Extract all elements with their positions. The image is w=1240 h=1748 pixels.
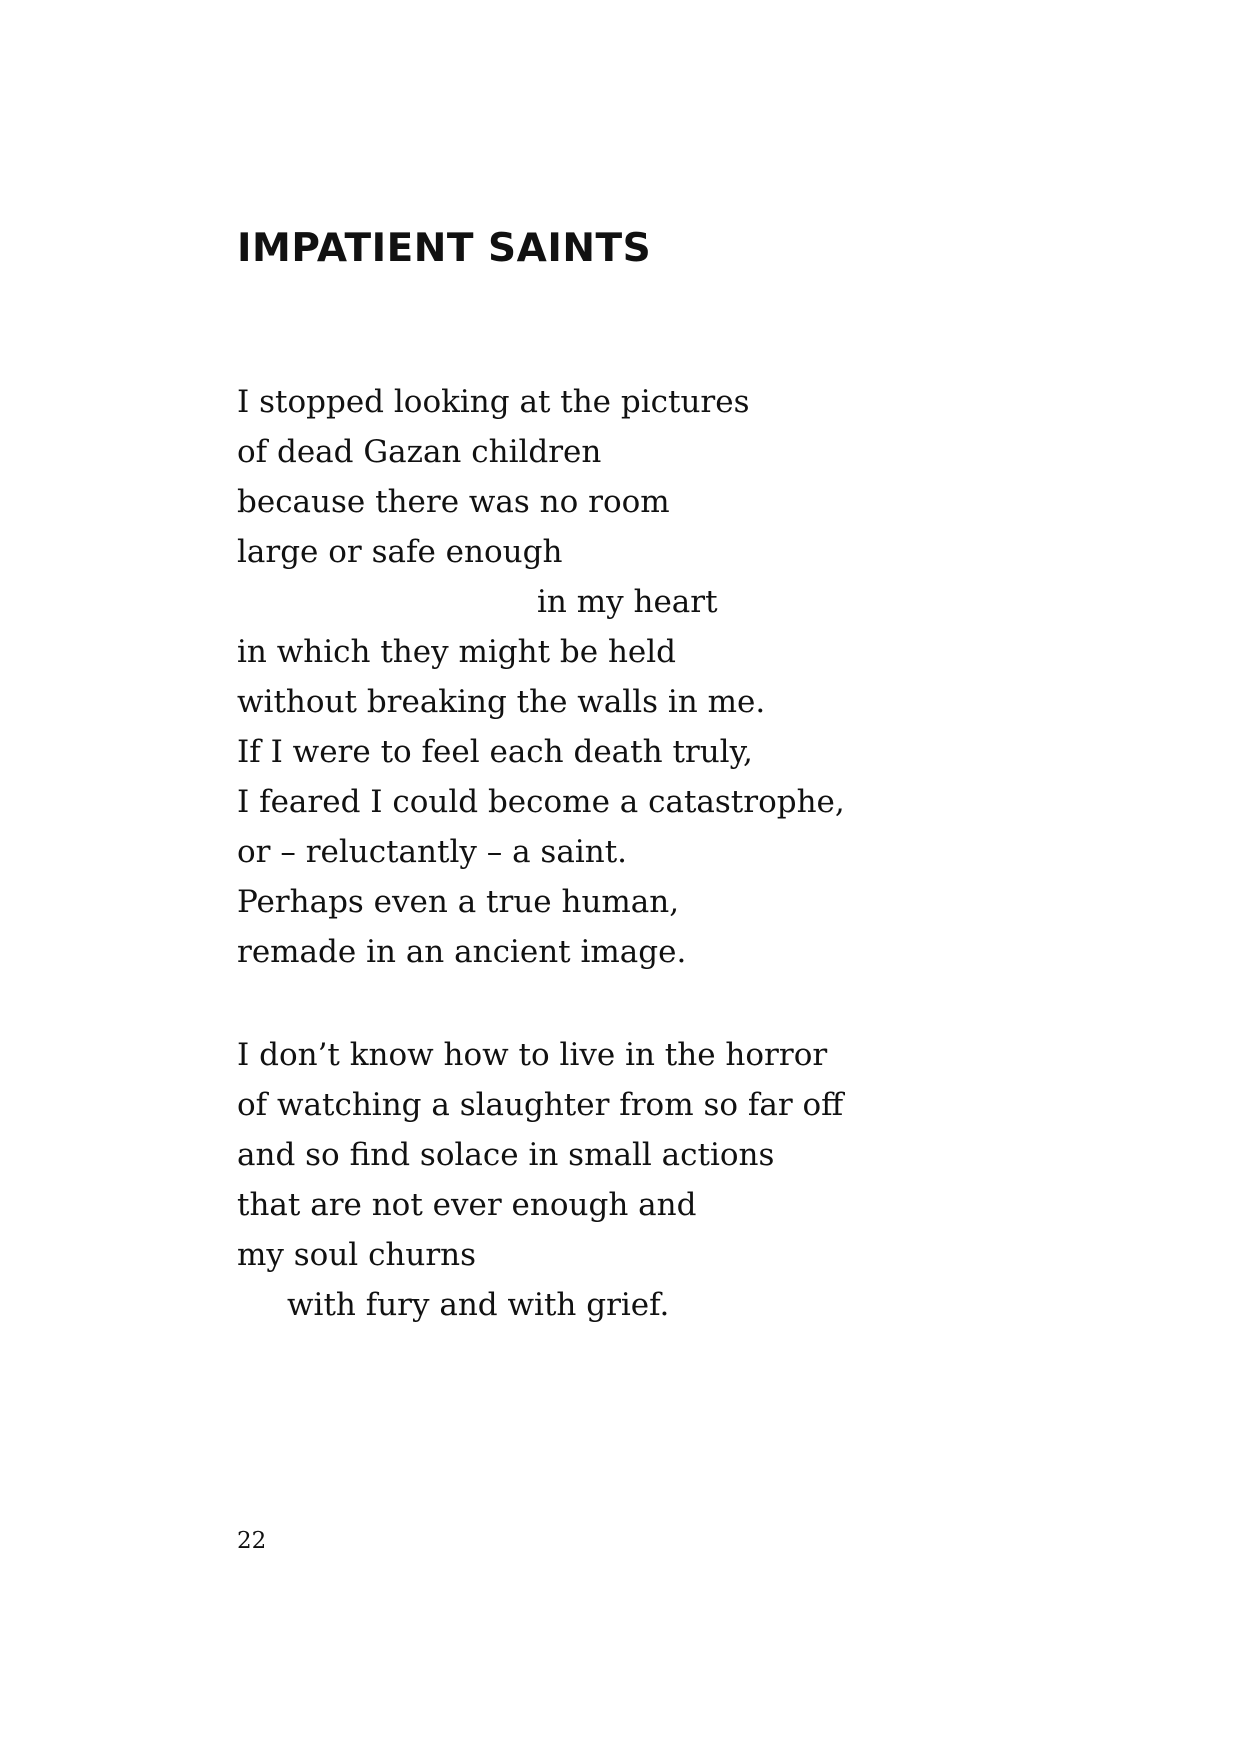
poem-line: If I were to feel each death truly, [237, 734, 753, 770]
poem-line: large or safe enough [237, 534, 563, 570]
poem-line: or – reluctantly – a saint. [237, 834, 628, 870]
poem-line: that are not ever enough and [237, 1187, 697, 1223]
poem-line: I don’t know how to live in the horror [237, 1037, 828, 1073]
poem-line: in which they might be held [237, 634, 677, 670]
poem-line: I feared I could become a catastrophe, [237, 784, 845, 820]
poem-line: my soul churns [237, 1237, 477, 1273]
poem-line-indented: with fury and with grief. [287, 1287, 670, 1323]
poem-line: without breaking the walls in me. [237, 684, 766, 720]
poem-line: because there was no room [237, 484, 670, 520]
poem-line: of watching a slaughter from so far off [237, 1087, 844, 1123]
page-number: 22 [237, 1528, 267, 1554]
poem-line: I stopped looking at the pictures [237, 384, 750, 420]
poem-line: of dead Gazan children [237, 434, 602, 470]
poem-line: and so find solace in small actions [237, 1137, 775, 1173]
poem-stanza-1 [237, 377, 845, 977]
poem-line: remade in an ancient image. [237, 934, 687, 970]
poem-stanza-2 [237, 1030, 843, 1330]
poem-line: Perhaps even a true human, [237, 884, 680, 920]
poem-title: IMPATIENT SAINTS [237, 226, 652, 271]
poem-line-indented: in my heart [537, 584, 718, 620]
